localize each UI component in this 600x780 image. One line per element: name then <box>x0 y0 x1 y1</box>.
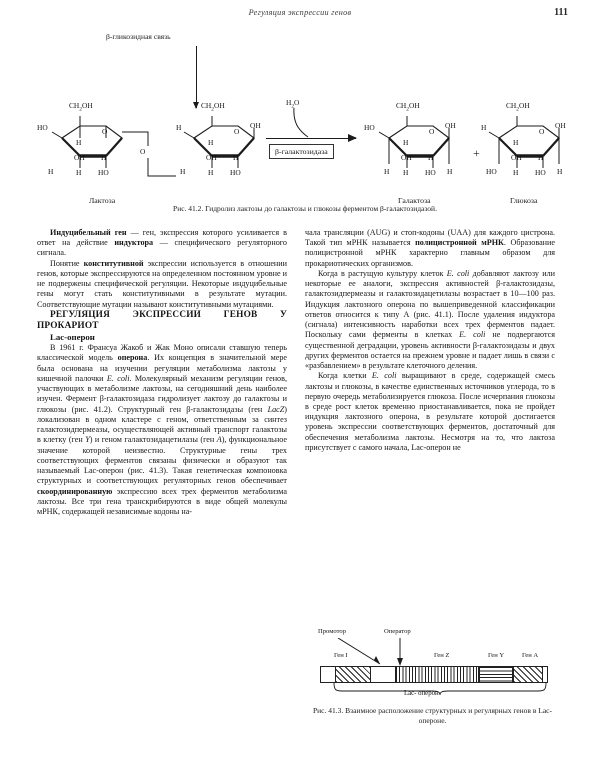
operator-leader-icon <box>396 638 406 668</box>
atom-o-ring: O <box>429 127 435 136</box>
gene-a: A <box>216 435 222 445</box>
page-number: 111 <box>554 7 568 18</box>
atom-h: H <box>403 138 409 147</box>
paragraph-diauxie <box>305 371 555 453</box>
atom-oh: OH <box>250 121 261 130</box>
beta-glycosidic-bond-label: β-гликозидная связь <box>106 32 171 41</box>
lactose-galactose-ring <box>37 101 128 180</box>
atom-h: H <box>48 167 54 176</box>
paragraph-text: экспрессии используется в отношении генов, которые экспрессируются на определенном постоянном уровне и не подвержены специфической регуляции. Некоторые индуцибельные гены могут стать конститутивными в результате мутации. Соответствующие мутации называют конститутивными мутациями. <box>37 258 287 309</box>
atom-h: H <box>384 167 390 176</box>
gene-label-i: Ген I <box>334 652 348 659</box>
segment-gene-z <box>395 667 479 682</box>
gene-label-a: Ген A <box>522 652 539 659</box>
atom-ho: HO <box>37 123 48 132</box>
enzyme-label-box: β-галактозидаза <box>269 144 334 159</box>
paragraph-lac-operon-history <box>37 343 287 517</box>
atom-ho: HO <box>535 168 546 177</box>
paragraph-text: Когда в растущую культуру клеток <box>318 268 447 278</box>
paragraph-text: экспрессию всех трех ферментов метаболизма лактозы. Все три гена транскрибируются в виде общей молекулы мРНК, содержащей независимые кодоны на- <box>37 486 287 516</box>
atom-h: H <box>76 168 82 177</box>
paragraph-text: добавляют лактозу или некоторые ее аналоги, экспрессия активностей β-галактозидазы, галактозидпермеазы и галактозидацетилазы возрастает в 10—100 раз. Индукция лактозного оперона по вышеприведенной классификации ответов относится к типу А (рис. 41.1). После удаления индуктора (сигнала) интенсивность наработки всех трех ферментов падает. Поскольку сами ферменты в клетках <box>305 268 555 340</box>
atom-oh: OH <box>206 153 217 162</box>
paragraph-text: выращивают в среде, содержащей смесь лактозы и глюкозы, в качестве единственных источников углерода, то в первую очередь метаболизируется глюкоза. После исчерпания глюкозы в среде рост клеток временно приостанавливается, пока не пройдет индукция лактозного оперона, в результате которой достигается уровень экспрессии соответствующих ферментов, достаточный для обеспечения метаболизма лактозы. Несмотря на то, что лактоза присутствует с самого начала, Lac-оперон не <box>305 371 555 452</box>
atom-o-ring: O <box>234 127 240 136</box>
subsection-heading-lac-operon: Lac-оперон <box>50 332 95 343</box>
left-text-column <box>37 228 287 517</box>
paragraph-constitutive <box>37 259 287 310</box>
atom-h: H <box>76 138 82 147</box>
section-heading: РЕГУЛЯЦИЯ ЭКСПРЕССИИ ГЕНОВ У ПРОКАРИОТ <box>37 309 287 332</box>
figure-41-2-caption: Рис. 41.2. Гидролиз лактозы до галактозы и глюкозы ферментом β-галактозидазой. <box>173 204 437 213</box>
right-text-column <box>305 228 555 453</box>
atom-h: H <box>428 153 434 162</box>
figure-41-3 <box>312 628 556 700</box>
atom-h: H <box>447 167 453 176</box>
promoter-label: Промотор <box>318 628 347 635</box>
atom-h: H <box>513 138 519 147</box>
water-label: $H_2O$ <box>286 98 300 110</box>
atom-ho: HO <box>486 167 497 176</box>
atom-ch2oh: $CH_2OH$ <box>69 101 93 113</box>
atom-h: H <box>208 168 214 177</box>
atom-h: H <box>557 167 563 176</box>
paragraph-text: — ген, экспрессия которого усиливается в ответ на действие <box>37 228 288 248</box>
segment-gene-y <box>479 667 513 682</box>
term-constitutive: конститутивной <box>83 258 144 268</box>
plus-sign: + <box>473 146 480 160</box>
atom-ho: HO <box>364 123 375 132</box>
glycosidic-oxygen-bridge <box>122 123 188 186</box>
atom-ch2oh: $CH_2OH$ <box>201 101 225 113</box>
term-inductor: индуктора <box>114 238 154 248</box>
paragraph-text: Понятие <box>50 258 84 268</box>
water-curve-icon <box>284 108 310 140</box>
species-e-coli: E. coli <box>446 268 470 278</box>
atom-h: H <box>513 168 519 177</box>
atom-o-ring: O <box>102 127 108 136</box>
species-e-coli: E. coli <box>106 373 130 383</box>
term-coordinated: скоординированную <box>37 486 113 496</box>
operator-label: Оператор <box>384 628 411 635</box>
gene-lacz: LacZ <box>267 404 285 414</box>
bond-pointer-arrow-icon <box>196 46 197 108</box>
atom-oh: OH <box>74 153 85 162</box>
atom-oh: OH <box>511 153 522 162</box>
paragraph-text: . Молекулярный механизм регуляции генов, участвующих в метаболизме лактозы, на сегодняшний день наиболее изучен. Фермент β-галактозидаза гидролизует лактозу до галактозы и глюкозы (рис. 41.2). Структурный ген β-галактозидазы (ген <box>37 373 287 414</box>
running-head-title: Регуляция экспрессии генов <box>248 8 352 17</box>
species-e-coli: E. coli <box>371 371 397 381</box>
term-polycistronic-mrna: полицистронной мРНК <box>415 238 504 248</box>
atom-ho: HO <box>425 168 436 177</box>
label-lactose: Лактоза <box>89 196 116 205</box>
atom-o-bridge: O <box>140 147 146 156</box>
atom-ch2oh: $CH_2OH$ <box>506 101 530 113</box>
paragraph-induction <box>305 269 555 371</box>
atom-h: H <box>176 123 182 132</box>
atom-oh: OH <box>555 121 566 130</box>
glucose-ring <box>481 101 566 180</box>
segment-gene-i <box>335 667 371 682</box>
paragraph-polycistronic <box>305 228 555 269</box>
term-inducible-gene: Индуцибельный ген <box>50 228 127 237</box>
paragraph-text: В 1961 г. Франсуа Жакоб и Жак Моно описали ставшую теперь классической модель <box>37 343 287 363</box>
atom-ho: HO <box>98 168 109 177</box>
term-operon: оперона <box>117 353 148 363</box>
atom-h: H <box>101 153 107 162</box>
paragraph-text: ), функциональное значение которой неизвестно. Структурные гены трех соответствующих ферментов связаны физически и образуют так называемый Lac-оперон (рис. 41.3). Такая генетическая компоновка структурных и соответствующих регуляторных генов обеспечивает <box>37 435 287 486</box>
gene-label-z: Ген Z <box>434 652 450 659</box>
species-e-coli: E. coli <box>459 330 486 340</box>
paragraph-inducible-gene <box>37 228 287 259</box>
paragraph-text: ) локализован в одном кластере с геном, ответственным за синтез галактозидпермеазы, осуществляющей активный транспорт галактозы в клетку (ген <box>37 404 287 445</box>
paragraph-text: — специфического регуляторного сигнала. <box>37 238 287 258</box>
atom-h: H <box>180 167 186 176</box>
operon-dna-bar <box>320 666 548 683</box>
lactose-glucose-ring <box>176 101 261 180</box>
operon-brace-label: Lac- оперон <box>404 690 439 697</box>
running-head <box>0 8 600 22</box>
paragraph-text: Когда клетки <box>318 371 372 381</box>
figure-41-3-caption: Рис. 41.3. Взаимное расположение структурных и регулярных генов в Lac-опероне. <box>313 706 552 726</box>
paragraph-text: не подвергаются существенной деградации, уровень активности β-галактозидазы и двух других ферментов остается на прежнем уровне и падает лишь в связи с «разбавлением» в результате клеточного деления. <box>305 330 555 371</box>
atom-h: H <box>208 138 214 147</box>
atom-h: H <box>233 153 239 162</box>
paragraph-text: ) и геном галактозидацетилазы (ген <box>89 435 217 445</box>
gene-y: Y <box>85 435 90 445</box>
atom-h: H <box>403 168 409 177</box>
atom-oh: OH <box>401 153 412 162</box>
paragraph-text: чала трансляции (AUG) и стоп-кодоны (UAA) для каждого цистрона. Такой тип мРНК называется <box>305 228 555 248</box>
reaction-arrow-icon <box>266 138 356 139</box>
gene-label-y: Ген Y <box>488 652 505 659</box>
atom-h: H <box>481 123 487 132</box>
label-glucose: Глюкоза <box>510 196 538 205</box>
paragraph-text: . Образование полицистронной мРНК характерно главным образом для прокариотических организмов. <box>305 238 555 268</box>
atom-h: H <box>538 153 544 162</box>
paragraph-text: . Их концепция в значительной мере была основана на изучении регуляции метаболизма лактозы у кишечной палочки <box>37 353 287 383</box>
label-galactose: Галактоза <box>398 196 431 205</box>
figure-41-2 <box>36 30 564 225</box>
segment-gene-a <box>513 667 543 682</box>
atom-ho: HO <box>230 168 241 177</box>
atom-ch2oh: $CH_2OH$ <box>396 101 420 113</box>
galactose-ring <box>364 101 456 180</box>
atom-oh: OH <box>445 121 456 130</box>
atom-o-ring: O <box>539 127 545 136</box>
